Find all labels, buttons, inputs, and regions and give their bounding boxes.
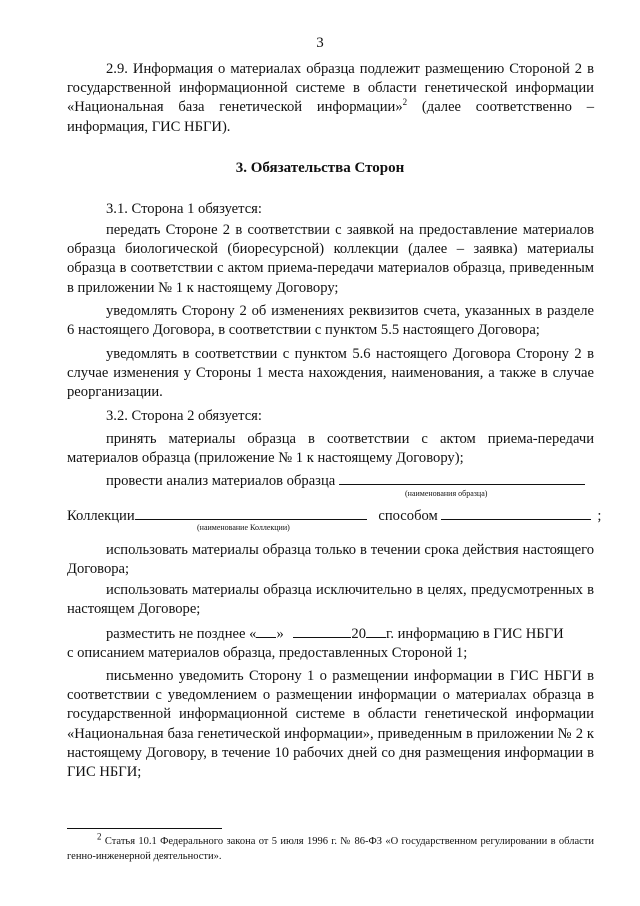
subsection-3-2-title: 3.2. Сторона 2 обязуется:: [106, 408, 262, 424]
footnote-text: Статья 10.1 Федерального закона от 5 июля 1996 г. № 86-ФЗ «О государственном регулировании в области генно-инженерной деятельности».: [67, 836, 594, 862]
collection-label: Коллекции: [67, 508, 135, 524]
method-blank[interactable]: [441, 506, 591, 520]
method-label: способом: [378, 508, 438, 524]
obligation-accept: принять материалы образца в соответствии с актом приема-передачи материалов образца (приложение № 1 к настоящему Договору);: [67, 431, 594, 467]
footnote-mark: 2: [97, 831, 102, 842]
obligation-notify-placement: письменно уведомить Сторону 1 о размещении информации в ГИС НБГИ в соответствии с уведомлением о размещении информации о материалах образца в государственной информационной системе в области генетической информации «Национальная база генетической информации», приведенным в приложении № 2 к настоящему Договору, в течение 10 рабочих дней со дня размещения информации в ГИС НБГИ;: [67, 668, 594, 781]
analysis-line: [67, 471, 594, 491]
placement-day-blank[interactable]: [256, 624, 276, 638]
footnote: [67, 831, 594, 864]
placement-line-2: с описанием материалов образца, предоставленных Стороной 1;: [67, 645, 468, 661]
page-number: 3: [316, 35, 324, 51]
placement-suffix: г. информацию в ГИС НБГИ: [385, 626, 564, 642]
method-line-end: ;: [597, 508, 602, 524]
placement-prefix: разместить не позднее «: [106, 626, 257, 642]
analysis-label: провести анализ материалов образца: [106, 473, 336, 489]
obligation-notify-account: уведомлять Сторону 2 об изменениях реквизитов счета, указанных в разделе 6 настоящего Договора, в соответствии с пунктом 5.5 настоящего Договора;: [67, 303, 594, 339]
collection-name-blank[interactable]: [135, 506, 367, 520]
footnote-rule: [67, 828, 222, 829]
obligation-use-purpose: использовать материалы образца исключительно в целях, предусмотренных в настоящем Договоре;: [67, 582, 594, 618]
placement-month-blank[interactable]: [293, 624, 351, 638]
paragraph-2-9: [67, 60, 594, 137]
sample-name-blank[interactable]: [339, 471, 585, 485]
paragraph-2-9-text: 2.9. Информация о материалах образца подлежит размещению Стороной 2 в государственной информационной системе в области генетической информации «Национальная база генетической информации»: [67, 61, 594, 116]
subsection-3-1-title: 3.1. Сторона 1 обязуется:: [106, 201, 262, 217]
sample-name-caption: (наименования образца): [405, 489, 488, 498]
placement-year-blank[interactable]: [366, 624, 386, 638]
placement-line: [67, 624, 594, 644]
section-heading: 3. Обязательства Сторон: [235, 160, 405, 176]
placement-year: 20: [351, 626, 366, 642]
paragraph-2-9-tail: (далее соответственно – информация, ГИС НБГИ).: [67, 99, 594, 135]
obligation-use-term: использовать материалы образца только в течении срока действия настоящего Договора;: [67, 542, 594, 578]
placement-quote-close: »: [276, 626, 284, 642]
collection-line: [67, 506, 602, 526]
footnote-reference: 2: [402, 97, 408, 108]
obligation-transfer: передать Стороне 2 в соответствии с заявкой на предоставление материалов образца биологической (биоресурсной) коллекции (далее – заявка) материалы образца в соответствии с актом приема-передачи материалов образца, приведенным в приложении № 1 к настоящему Договору;: [67, 222, 594, 296]
collection-name-caption: (наименование Коллекции): [197, 523, 290, 532]
obligation-notify-location: уведомлять в соответствии с пунктом 5.6 настоящего Договора Сторону 2 в случае изменения у Стороны 1 места нахождения, наименования, а также в случае реорганизации.: [67, 346, 594, 401]
